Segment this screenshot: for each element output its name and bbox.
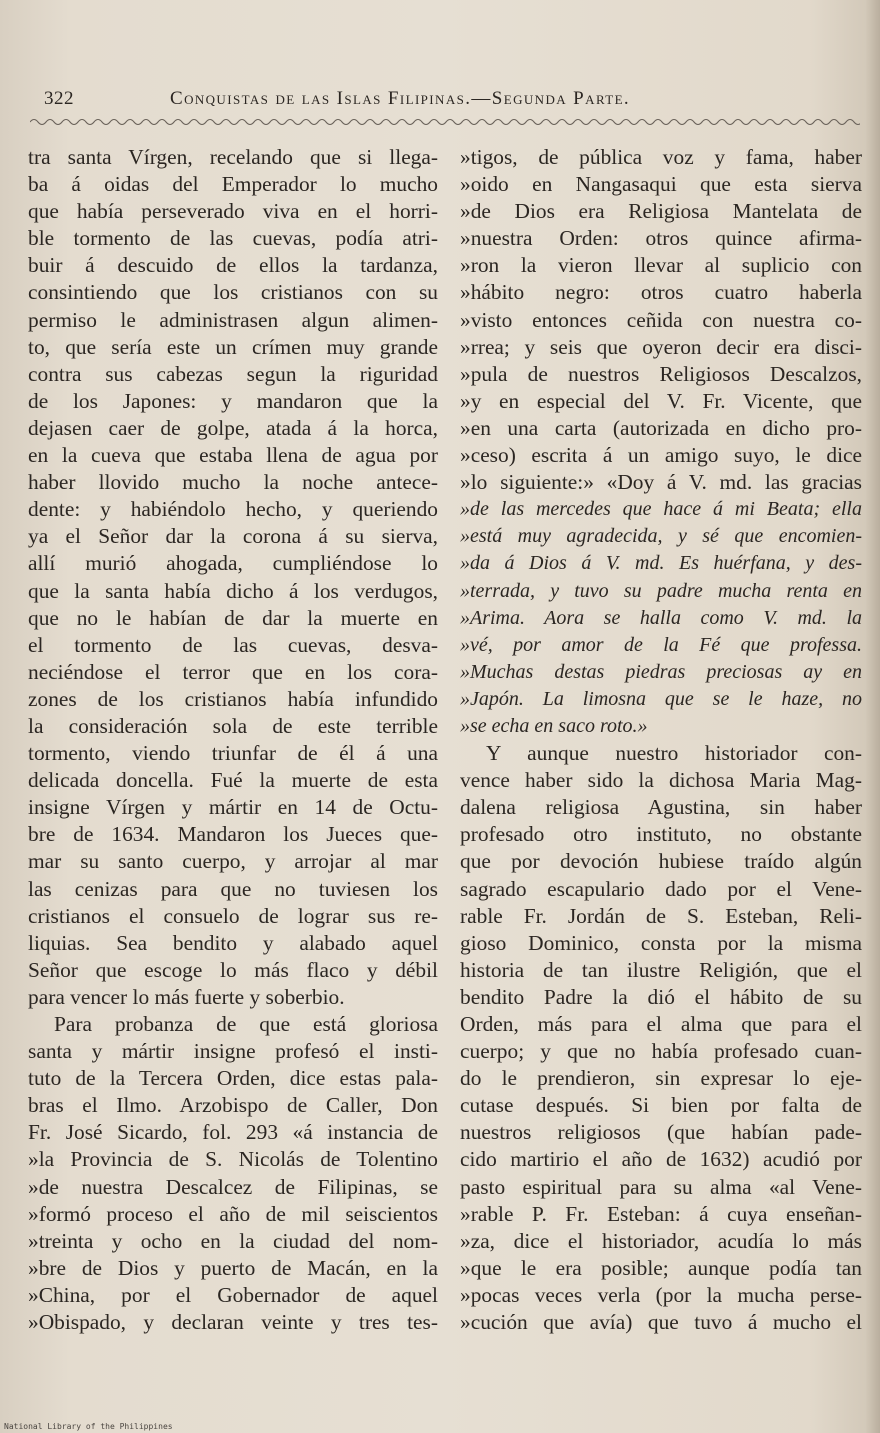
text-line: cristianos el consuelo de lograr sus re- (28, 903, 438, 928)
text-line: Para probanza de que está gloriosa (54, 1012, 438, 1036)
text-line: en la cueva que estaba llena de agua por (28, 443, 438, 468)
text-line: bras el Ilmo. Arzobispo de Caller, Don (28, 1093, 438, 1118)
text-line: contra sus cabezas segun la riguridad (28, 361, 438, 386)
text-line: dente: y habiéndolo hecho, y queriendo (28, 497, 438, 522)
text-line: liquias. Sea bendito y alabado aquel (28, 930, 438, 955)
text-line: allí murió ahogada, cumpliéndose lo (28, 551, 438, 576)
text-line: vence haber sido la dichosa Maria Mag- (460, 768, 862, 793)
text-line: ba á oidas del Emperador lo mucho (28, 172, 438, 197)
text-line: »la Provincia de S. Nicolás de Tolentino (28, 1147, 438, 1172)
text-line: gioso Dominico, consta por la misma (460, 930, 862, 955)
text-line: ble tormento de las cuevas, podía atri- (28, 226, 438, 251)
text-line: que la santa había dicho á los verdugos, (28, 578, 438, 603)
text-line: »Japón. La limosna que se le haze, no (460, 687, 862, 710)
text-line: Orden, más para el alma que para el (460, 1012, 862, 1036)
text-line: »bre de Dios y puerto de Macán, en la (28, 1255, 438, 1280)
text-line: »y en especial del V. Fr. Vicente, que (460, 388, 862, 413)
text-line: neciéndose el terror que en los cora- (28, 659, 438, 684)
text-line: zones de los cristianos había infundido (28, 686, 438, 711)
text-line: to, que sería este un crímen muy grande (28, 334, 438, 359)
text-line: pasto espiritual para su alma «al Vene- (460, 1174, 862, 1199)
text-line: »se echa en saco roto.» (460, 714, 648, 737)
text-line: tormento, viendo triunfar de él á una (28, 741, 438, 766)
text-line: profesado otro instituto, no obstante (460, 822, 862, 847)
wavy-rule-divider (30, 116, 860, 128)
text-line: ya el Señor dar la corona á su sierva, (28, 524, 438, 549)
text-line: »rable P. Fr. Esteban: á cuya enseñan- (460, 1201, 862, 1226)
text-line: »ceso) escrita á un amigo suyo, le dice (460, 443, 862, 468)
text-line: Y aunque nuestro historiador con- (486, 741, 862, 766)
text-line: »está muy agradecida, y sé que encomien- (460, 525, 862, 548)
text-line: »nuestra Orden: otros quince afirma- (460, 226, 862, 251)
text-line: de los Japones: y mandaron que la (28, 388, 438, 413)
text-line: cutase después. Si bien por falta de (460, 1093, 862, 1118)
text-line: »que le era posible; aunque podía tan (460, 1255, 862, 1280)
text-line: tra santa Vírgen, recelando que si llega- (28, 145, 438, 169)
text-line: tuto de la Tercera Orden, dice estas pala- (28, 1066, 438, 1091)
text-line: »da á Dios á V. md. Es huérfana, y des- (460, 552, 862, 575)
text-line: »pula de nuestros Religiosos Descalzos, (460, 361, 862, 386)
text-line: »vé, por amor de la Fé que professa. (460, 633, 862, 656)
text-line: »ron la vieron llevar al suplicio con (460, 253, 862, 278)
text-line: »treinta y ocho en la ciudad del nom- (28, 1228, 438, 1253)
text-line: »formó proceso el año de mil seiscientos (28, 1201, 438, 1226)
text-line: insigne Vírgen y mártir en 14 de Octu- (28, 795, 438, 820)
text-line: que por devoción hubiese traído algún (460, 849, 862, 874)
text-line: dejasen caer de golpe, atada á la horca, (28, 415, 438, 440)
text-line: para vencer lo más fuerte y soberbio. (28, 984, 345, 1009)
text-line: »China, por el Gobernador de aquel (28, 1282, 438, 1307)
running-title: Conquistas de las Islas Filipinas.—Segunda Parte. (170, 88, 631, 109)
text-line: el tormento de las cuevas, desva- (28, 632, 438, 657)
text-line: santa y mártir insigne profesó el insti- (28, 1039, 438, 1064)
text-line: delicada doncella. Fué la muerte de esta (28, 768, 438, 793)
text-line: consintiendo que los cristianos con su (28, 280, 438, 305)
text-line: »oido en Nangasaqui que esta sierva (460, 172, 862, 197)
text-line: que había perseverado viva en el horri- (28, 199, 438, 224)
text-line: sagrado escapulario dado por el Vene- (460, 876, 862, 901)
text-line: dalena religiosa Agustina, sin haber (460, 795, 862, 820)
text-line: »pocas veces verla (por la mucha perse- (460, 1282, 862, 1307)
text-line: historia de tan ilustre Religión, que el (460, 957, 862, 982)
page-edge (866, 0, 880, 1433)
page-number: 322 (44, 88, 74, 109)
text-line: »za, dice el historiador, acudía lo más (460, 1228, 862, 1253)
text-line: cido martirio el año de 1632) acudió por (460, 1147, 862, 1172)
text-line: »Muchas destas piedras preciosas ay en (460, 660, 862, 683)
text-line: »de las mercedes que hace á mi Beata; ella (460, 498, 862, 521)
text-line: cuerpo; y que no había profesado cuan- (460, 1039, 862, 1064)
page-header (44, 88, 844, 114)
text-line: bendito Padre la dió el hábito de su (460, 984, 862, 1009)
text-line: »cución que avía) que tuvo á mucho el (460, 1310, 862, 1335)
text-line: nuestros religiosos (que habían pade- (460, 1120, 862, 1145)
text-line: Fr. José Sicardo, fol. 293 «á instancia de (28, 1120, 438, 1145)
text-line: mar su santo cuerpo, y arrojar al mar (28, 849, 438, 874)
text-line: buir á descuido de ellos la tardanza, (28, 253, 438, 278)
text-line: rable Fr. Jordán de S. Esteban, Reli- (460, 903, 862, 928)
text-line: »Obispado, y declaran veinte y tres tes- (28, 1310, 438, 1335)
text-line: bre de 1634. Mandaron los Jueces que- (28, 822, 438, 847)
text-line: »Arima. Aora se halla como V. md. la (460, 606, 862, 629)
text-line: »tigos, de pública voz y fama, haber (460, 145, 862, 169)
left-column (28, 144, 438, 1336)
text-line: »terrada, y tuvo su padre mucha renta en (460, 579, 862, 602)
text-line: »visto entonces ceñida con nuestra co- (460, 307, 862, 332)
text-line: la consideración sola de este terrible (28, 713, 438, 738)
text-line: »de Dios era Religiosa Mantelata de (460, 199, 862, 224)
text-line: »hábito negro: otros cuatro haberla (460, 280, 862, 305)
right-column (460, 144, 862, 1336)
text-line: permiso le administrasen algun alimen- (28, 307, 438, 332)
text-line: las cenizas para que no tuviesen los (28, 876, 438, 901)
text-line: »de nuestra Descalcez de Filipinas, se (28, 1174, 438, 1199)
text-line: do le prendieron, sin expresar lo eje- (460, 1066, 862, 1091)
text-line: »lo siguiente:» «Doy á V. md. las gracias (460, 470, 862, 495)
text-line: haber llovido mucho la noche antece- (28, 470, 438, 495)
text-line: que no le habían de dar la muerte en (28, 605, 438, 630)
footer-credit: National Library of the Philippines (4, 1422, 173, 1431)
text-line: Señor que escoge lo más flaco y débil (28, 957, 438, 982)
text-line: »rrea; y seis que oyeron decir era disci- (460, 334, 862, 359)
text-line: »en una carta (autorizada en dicho pro- (460, 415, 862, 440)
